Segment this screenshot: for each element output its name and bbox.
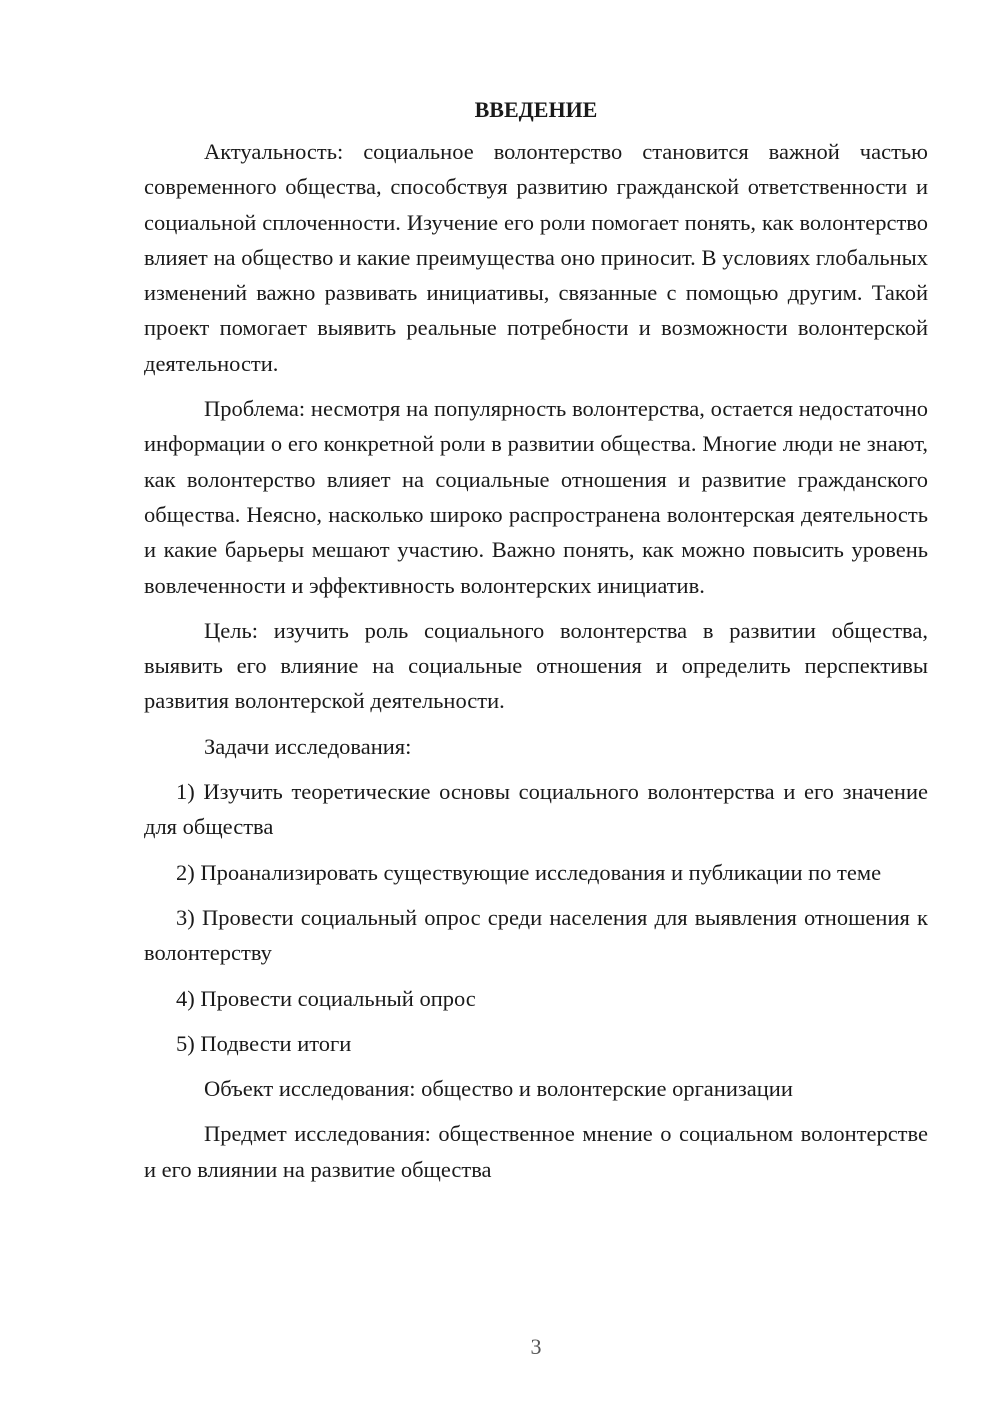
subject-paragraph: Предмет исследования: общественное мнение о социальном волонтерстве и его влиянии на развитие общества [144, 1121, 928, 1182]
relevance-paragraph: Актуальность: социальное волонтерство становится важной частью современного общества, способствуя развитию гражданской ответственности и социальной сплоченности. Изучение его роли помогает понять, как волонтерство влияет на общество и какие преимущества оно приносит. В условиях глобальных изменений важно развивать инициативы, связанные с помощью другим. Такой проект помогает выявить реальные потребности и возможности волонтерской деятельности. [144, 139, 928, 376]
page-number: 3 [530, 1334, 542, 1359]
tasks-title: Задачи исследования: [204, 733, 412, 759]
problem-paragraph: Проблема: несмотря на популярность волонтерства, остается недостаточно информации о его конкретной роли в развитии общества. Многие люди не знают, как волонтерство влияет на социальные отношения и развитие гражданского общества. Неясно, насколько широко распространена волонтерская деятельность и какие барьеры мешают участию. Важно понять, как можно повысить уровень вовлеченности и эффективность волонтерских инициатив. [144, 396, 928, 598]
task-item-1: 1) Изучить теоретические основы социального волонтерства и его значение для общества [144, 779, 928, 840]
goal-paragraph: Цель: изучить роль социального волонтерства в развитии общества, выявить его влияние на социальные отношения и определить перспективы развития волонтерской деятельности. [144, 617, 928, 714]
task-item-5: 5) Подвести итоги [176, 1030, 352, 1056]
section-heading: ВВЕДЕНИЕ [474, 97, 598, 122]
task-item-4: 4) Провести социальный опрос [176, 985, 476, 1011]
task-item-3: 3) Провести социальный опрос среди населения для выявления отношения к волонтерству [144, 904, 928, 966]
document-page [144, 94, 928, 1197]
task-item-2: 2) Проанализировать существующие исследования и публикации по теме [176, 859, 882, 885]
object-paragraph: Объект исследования: общество и волонтерские организации [204, 1076, 793, 1102]
